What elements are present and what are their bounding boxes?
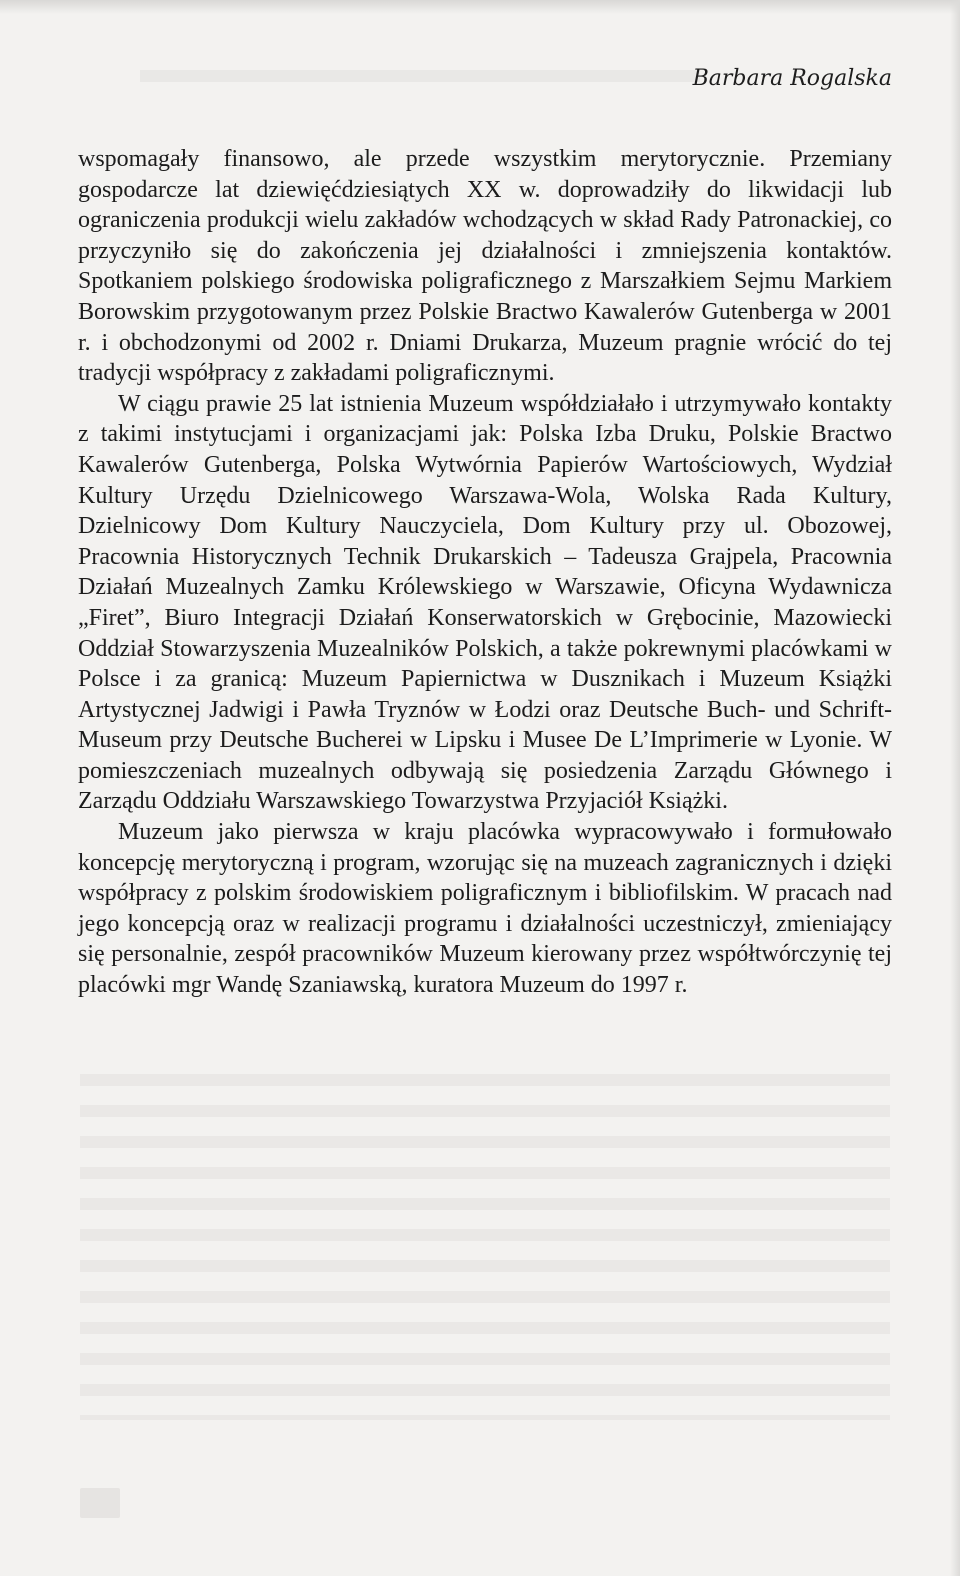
scan-edge-right — [950, 0, 960, 1576]
paragraph-1: wspomagały finansowo, ale przede wszystkim merytorycznie. Przemiany gospodarcze lat dziewięćdziesiątych XX w. doprowadziły do likwidacji lub ograniczenia produkcji wielu zakładów wchodzących w skład Rady Patronackiej, co przyczyniło się do zakończenia jej działalności i zmniejszenia kontaktów. Spotkaniem polskiego środowiska poligraficznego z Marszałkiem Sejmu Markiem Borowskim przygotowanym przez Polskie Bractwo Kawalerów Gutenberga w 2001 r. i obchodzonymi od 2002 r. Dniami Drukarza, Muzeum pragnie wrócić do tej tradycji współpracy z zakładami poligraficznymi. — [78, 146, 892, 387]
scan-edge-top — [0, 0, 960, 14]
paragraph-3: Muzeum jako pierwsza w kraju placówka wypracowywało i formułowało koncepcję merytoryczną i program, wzorując się na muzeach zagranicznych i dzięki współpracy z polskim środowiskiem poligraficznym i bibliofilskim. W pracach nad jego koncepcją oraz w realizacji programu i działalności uczestniczył, zmieniający się personalnie, zespół pracowników Muzeum kierowany przez współtwórczynię tej placówki mgr Wandę Szaniawską, kuratora Muzeum do 1997 r. — [78, 819, 892, 999]
bleed-through-header — [140, 70, 700, 82]
bleed-through-text — [80, 1060, 890, 1420]
faded-page-number — [80, 1488, 120, 1518]
paragraph-2: W ciągu prawie 25 lat istnienia Muzeum współdziałało i utrzymywało kontakty z takimi instytucjami i organizacjami jak: Polska Izba Druku, Polskie Bractwo Kawalerów Gutenberga, Polska Wytwórnia Papierów Wartościowych, Wydział Kultury Urzędu Dzielnicowego Warszawa-Wola, Wolska Rada Kultury, Dzielnicowy Dom Kultury Nauczyciela, Dom Kultury przy ul. Obozowej, Pracownia Historycznych Technik Drukarskich – Tadeusza Grajpela, Pracownia Działań Muzealnych Zamku Królewskiego w Warszawie, Oficyna Wydawnicza „Firet”, Biuro Integracji Działań Konserwatorskich w Grębocinie, Mazowiecki Oddział Stowarzyszenia Muzealników Polskich, a także pokrewnymi placówkami w Polsce i za granicą: Muzeum Papiernictwa w Dusznikach i Muzeum Książki Artystycznej Jadwigi i Pawła Tryznów w Łodzi oraz Deutsche Buch- und Schrift-Museum przy Deutsche Bucherei w Lipsku i Musee De L’Imprimerie w Lyonie. W pomieszczeniach muzealnych odbywają się posiedzenia Zarządu Głównego i Zarządu Oddziału Warszawskiego Towarzystwa Przyjaciół Książki. — [78, 390, 892, 815]
running-header-author: Barbara Rogalska — [692, 66, 892, 91]
body-text — [78, 144, 892, 1001]
